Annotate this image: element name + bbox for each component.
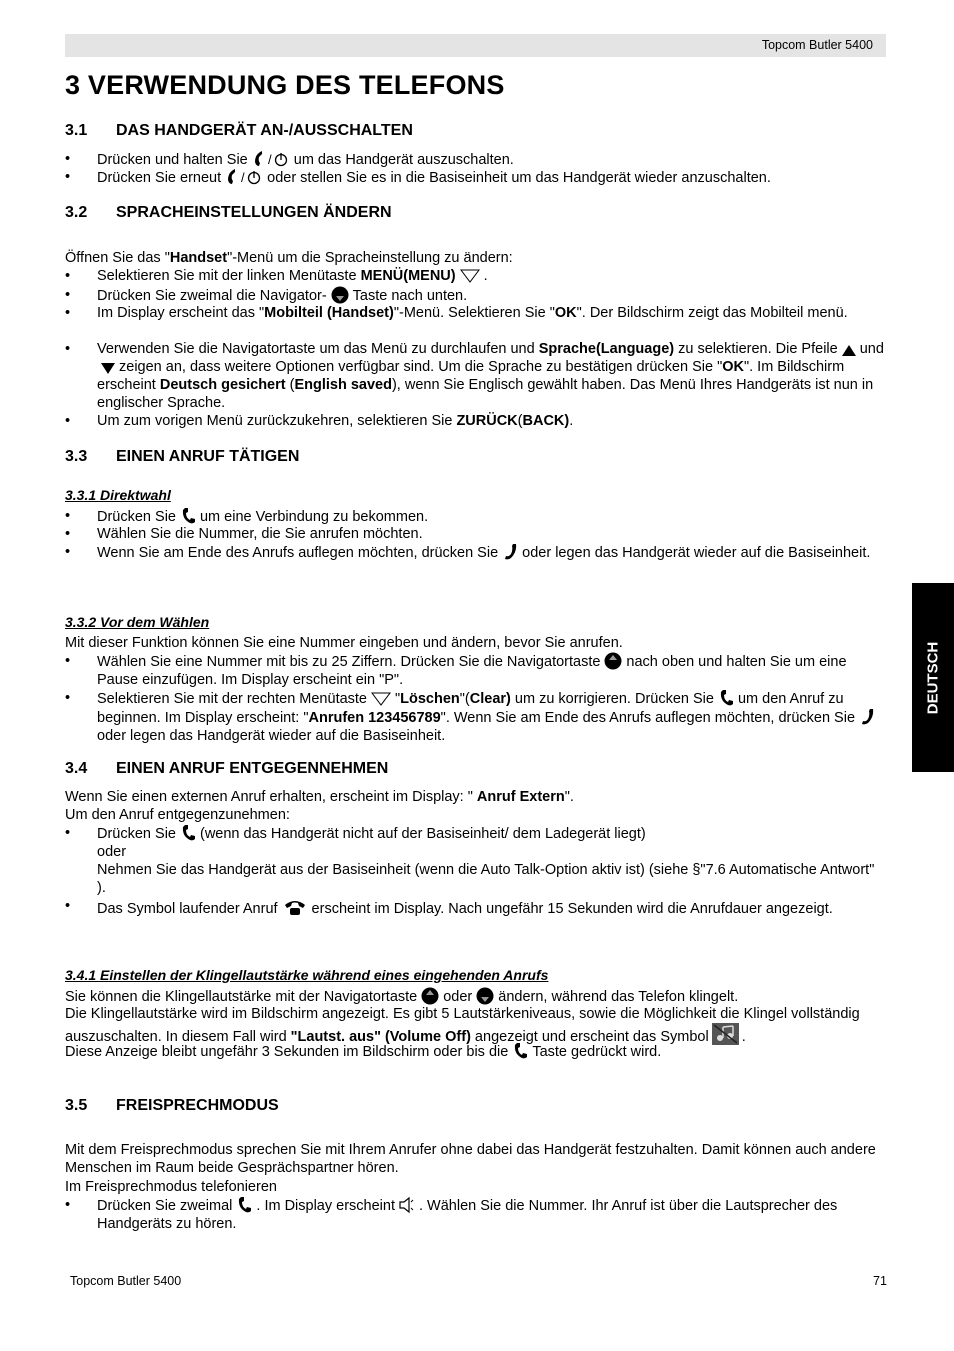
phone-off-power-icon [251,150,291,168]
paragraph: Öffnen Sie das "Handset"-Menü um die Spracheinstellung zu ändern: [65,250,513,266]
phone-call-icon [179,824,197,842]
arrow-down-icon [100,361,116,375]
list-item: • Drücken Sie zweimal die Navigator- Taste nach unten. [65,286,887,305]
list-item: • Wenn Sie am Ende des Anrufs auflegen möchten, drücken Sie oder legen das Handgerät wieder auf die Basiseinheit. [65,543,887,562]
language-tab-label: DEUTSCH [924,641,942,714]
phone-hangup-icon [858,708,876,726]
list-item: • Drücken Sie (wenn das Handgerät nicht auf der Basiseinheit/ dem Ladegerät liegt) [65,824,887,843]
subsection-3-3-2-heading: 3.3.2 Vor dem Wählen [65,614,210,630]
section-3-2-heading: 3.2 SPRACHEINSTELLUNGEN ÄNDERN [65,204,392,221]
paragraph: Nehmen Sie das Handgerät aus der Basiseinheit (wenn die Auto Talk-Option aktiv ist) (siehe §"7.6 Automatische Antwort" ). [97,862,875,896]
list-item: • Drücken Sie zweimal . Im Display erscheint . Wählen Sie die Nummer. Ihr Anruf ist über die Lautsprecher des Handgeräts zu hören. [65,1196,887,1233]
subsection-3-4-1-heading: 3.4.1 Einstellen der Klingellautstärke während eines eingehenden Anrufs [65,967,549,983]
paragraph: Mit dem Freisprechmodus sprechen Sie mit Ihrem Anrufer ohne dabei das Handgerät festzuhalten. Damit können auch andere Menschen im Raum beide Gesprächspartner hören. [65,1142,876,1176]
list-item: • Um zum vorigen Menü zurückzukehren, selektieren Sie ZURÜCK(BACK). [65,412,887,430]
footer-product: Topcom Butler 5400 [70,1274,182,1288]
list-item: • Verwenden Sie die Navigatortaste um das Menü zu durchlaufen und Sprache(Language) zu selektieren. Die Pfeile undzeigen an, dass weitere Optionen verfügbar sind. Um die Sprache zu bestätigen drücken Sie "OK". Im Bildschirm erscheint Deutsch gesichert (English saved), wenn Sie Englisch gewählt haben. Das Menü Ihres Handgeräts ist nun in englischer Sprache. [65,340,887,412]
header-product: Topcom Butler 5400 [761,38,873,52]
arrow-up-icon [841,343,857,357]
paragraph: Wenn Sie einen externen Anruf erhalten, erscheint im Display: " Anruf Extern". [65,789,574,805]
running-header [65,34,886,57]
section-3-3-heading: 3.3 EINEN ANRUF TÄTIGEN [65,448,300,465]
section-3-5-heading: 3.5 FREISPRECHMODUS [65,1097,279,1114]
list-item: • Im Display erscheint das "Mobilteil (Handset)"-Menü. Selektieren Sie "OK". Der Bildschirm zeigt das Mobilteil menü. [65,304,887,322]
list-item: • Drücken Sie erneut / oder stellen Sie es in die Basiseinheit um das Handgerät wieder anzuschalten. [65,168,887,187]
phone-call-icon [717,689,735,707]
paragraph: Sie können die Klingellautstärke mit der Navigatortaste oder ändern, während das Telefon klingelt. [65,989,739,1005]
call-in-progress-icon [281,897,309,917]
navigator-down-icon [330,286,350,304]
phone-call-icon [179,507,197,525]
page-title: 3 VERWENDUNG DES TELEFONS [65,70,505,100]
phone-call-icon [235,1196,253,1214]
speaker-icon [398,1196,416,1214]
paragraph: Diese Anzeige bleibt ungefähr 3 Sekunden im Bildschirm oder bis die Taste gedrückt wird. [65,1044,662,1060]
navigator-up-icon [603,652,623,670]
list-item: • Wählen Sie die Nummer, die Sie anrufen möchten. [65,525,887,543]
section-3-1-heading: 3.1 DAS HANDGERÄT AN-/AUSSCHALTEN [65,122,413,139]
svg-text:/: / [267,152,272,167]
phone-hangup-icon [501,543,519,561]
language-tab [912,583,954,772]
list-item: • Wählen Sie eine Nummer mit bis zu 25 Ziffern. Drücken Sie die Navigatortaste nach oben und halten Sie um eine Pause einzufügen. Im Display erscheint ein "P". [65,652,887,689]
paragraph: oder [97,844,127,860]
paragraph: Um den Anruf entgegenzunehmen: [65,807,290,823]
section-3-4-heading: 3.4 EINEN ANRUF ENTGEGENNEHMEN [65,760,389,777]
paragraph: Mit dieser Funktion können Sie eine Nummer eingeben und ändern, bevor Sie anrufen. [65,635,623,651]
svg-text:/: / [241,170,245,185]
subsection-3-3-1-heading: 3.3.1 Direktwahl [65,487,171,503]
list-item: • Das Symbol laufender Anruf erscheint im Display. Nach ungefähr 15 Sekunden wird die Anrufdauer angezeigt. [65,897,887,918]
page-number: 71 [873,1274,887,1288]
softkey-right-icon [370,691,392,707]
phone-off-power-icon [224,168,264,186]
list-item: • Selektieren Sie mit der linken Menütaste MENÜ(MENU) . [65,267,887,285]
navigator-down-icon [475,987,495,1005]
softkey-left-icon [459,268,481,284]
paragraph: Im Freisprechmodus telefonieren [65,1179,277,1195]
list-item: • Drücken und halten Sie / um das Handgerät auszuschalten. [65,150,887,169]
phone-call-icon [511,1042,529,1060]
list-item: • Selektieren Sie mit der rechten Menütaste "Löschen"(Clear) um zu korrigieren. Drücken Sie um den Anruf zu beginnen. Im Display erscheint: "Anrufen 123456789". Wenn Sie am Ende des Anrufs auflegen möchten, drücken Sieoder legen das Handgerät wieder auf die Basiseinheit. [65,689,887,745]
list-item: • Drücken Sie um eine Verbindung zu bekommen. [65,507,887,526]
paragraph: Die Klingellautstärke wird im Bildschirm angezeigt. Es gibt 5 Lautstärkeniveaus, sowie die Möglichkeit die Klingel vollständig auszuschalten. In diesem Fall wird "Lautst. aus" (Volume Off) angezeigt und erscheint das Symbol . [65,1006,860,1045]
navigator-up-icon [420,987,440,1005]
